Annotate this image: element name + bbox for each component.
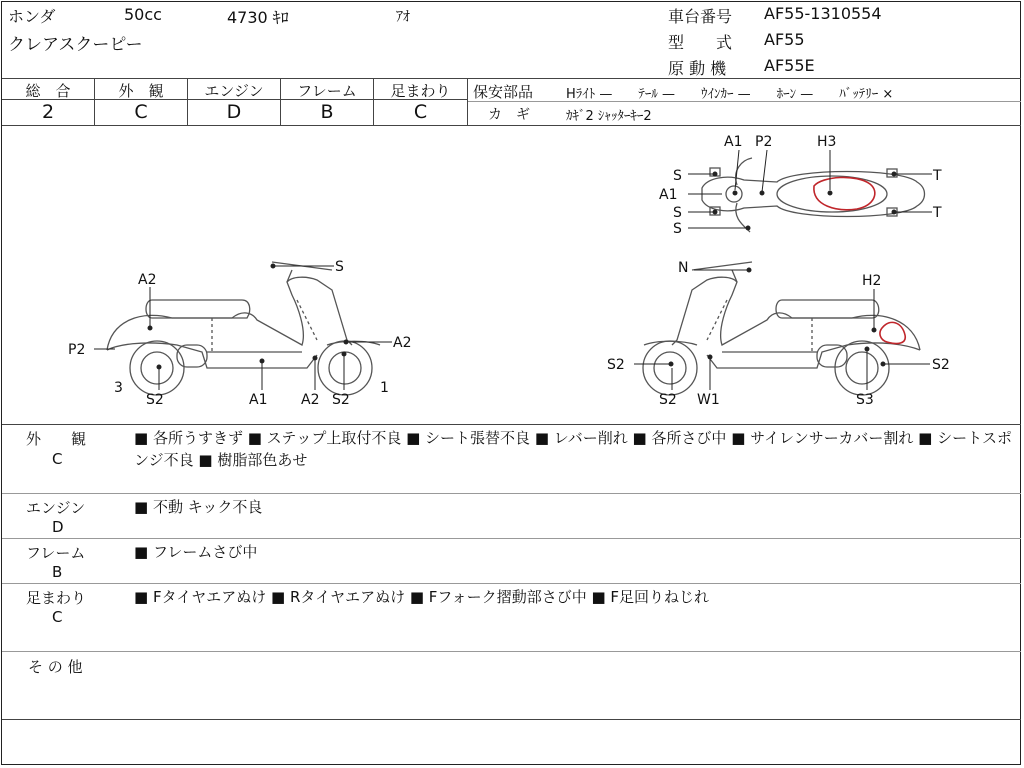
label-left-a2c: A2 [301, 392, 320, 408]
label-left-1: 1 [380, 380, 389, 396]
damage-diagram [2, 126, 1021, 424]
label-right-s2a: S2 [607, 357, 625, 373]
section-other-label: そ の 他 [28, 658, 83, 676]
label-right-n: N [678, 260, 689, 276]
label-left-3: 3 [114, 380, 123, 396]
grade-frame-label: フレーム [297, 82, 357, 100]
label-left-s2a: S2 [146, 392, 164, 408]
frame-no: AF55-1310554 [764, 4, 882, 23]
label-left-a1: A1 [249, 392, 268, 408]
section-exterior-text: ■ 各所うすきず ■ ステップ上取付不良 ■ シート張替不良 ■ レバー削れ ■ 各所さび中 ■ サイレンサーカバー割れ ■ シートスポンジ不良 ■ 樹脂部色あせ [134, 429, 1012, 469]
type-value: AF55 [764, 30, 805, 49]
label-top-h3: H3 [817, 134, 837, 150]
grade-engine-value: D [226, 101, 242, 123]
section-frame-text: ■ フレームさび中 [134, 543, 258, 561]
label-top-t2: T [933, 205, 942, 221]
label-top-a1: A1 [724, 134, 743, 150]
grade-exterior-value: C [134, 101, 148, 123]
section-exterior-grade: C [52, 450, 63, 468]
engine-label: 原 動 機 [668, 59, 727, 78]
model-name: クレアスクーピー [8, 35, 143, 55]
grade-engine-label: エンジン [204, 82, 264, 100]
label-left-p2: P2 [68, 342, 86, 358]
maker: ホンダ [8, 7, 56, 26]
key-value: ｶｷﾞ2 ｼｬｯﾀｰｷｰ2 [566, 109, 652, 124]
label-left-a2b: A2 [393, 335, 412, 351]
section-suspension-label: 足まわり [26, 589, 87, 607]
label-right-w1: W1 [697, 392, 720, 408]
section-engine-text: ■ 不動 キック不良 [134, 498, 263, 516]
section-suspension-grade: C [52, 608, 63, 626]
safety-label: 保安部品 [473, 83, 534, 101]
type-label: 型 式 [668, 33, 733, 52]
section-engine-grade: D [52, 518, 64, 536]
grade-overall-value: 2 [41, 101, 55, 123]
frame-no-label: 車台番号 [668, 7, 733, 26]
label-top-s2: S [673, 205, 682, 221]
mileage: 4730 ｷﾛ [227, 8, 289, 27]
grade-overall-label: 総 合 [25, 82, 71, 100]
engine-value: AF55E [764, 56, 815, 75]
label-left-s2b: S2 [332, 392, 350, 408]
grade-exterior-label: 外 観 [118, 82, 164, 100]
grade-frame-value: B [320, 101, 334, 123]
label-right-h2: H2 [862, 273, 882, 289]
label-right-s3: S3 [856, 392, 874, 408]
label-top-a1b: A1 [659, 187, 678, 203]
label-top-s1: S [673, 168, 682, 184]
label-top-p2: P2 [755, 134, 773, 150]
grade-suspension-label: 足まわり [390, 82, 451, 100]
displacement: 50cc [124, 5, 162, 24]
section-frame-grade: B [52, 563, 63, 581]
label-right-s2b: S2 [932, 357, 950, 373]
safety-items: Hﾗｲﾄ — ﾃｰﾙ — ｳｲﾝｶｰ — ﾎｰﾝ — ﾊﾞｯﾃﾘｰ × [566, 87, 894, 102]
label-right-s2c: S2 [659, 392, 677, 408]
color: ｱｵ [396, 9, 410, 25]
key-label: カ ギ [488, 107, 530, 123]
section-suspension-text: ■ Fタイヤエアぬけ ■ Rタイヤエアぬけ ■ Fフォーク摺動部さび中 ■ F足回りねじれ [134, 588, 710, 606]
label-top-s3: S [673, 221, 682, 237]
section-exterior-label: 外 観 [26, 430, 87, 448]
grade-suspension-value: C [413, 101, 428, 123]
label-left-a2a: A2 [138, 272, 157, 288]
label-top-t1: T [933, 168, 942, 184]
section-frame-label: フレーム [26, 544, 86, 562]
label-left-s: S [335, 259, 344, 275]
section-engine-label: エンジン [26, 499, 86, 517]
